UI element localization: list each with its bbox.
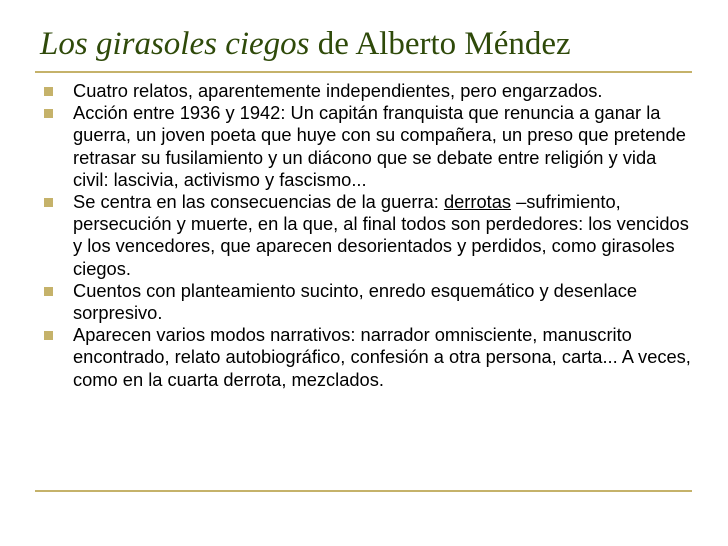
title-author: de Alberto Méndez xyxy=(309,26,571,62)
square-bullet-icon xyxy=(44,109,53,118)
title-book-name: Los girasoles ciegos xyxy=(40,26,310,62)
square-bullet-icon xyxy=(44,87,53,96)
title-divider xyxy=(35,71,692,73)
bullet-item-consecuencias xyxy=(40,191,695,280)
square-bullet-icon xyxy=(44,331,53,340)
bullet-text-before: Se centra en las consecuencias de la guerra: xyxy=(73,191,444,213)
bullet-text: Acción entre 1936 y 1942: Un capitán franquista que renuncia a ganar la guerra, un joven poeta que huye con su compañera, un preso que pretende retrasar su fusilamiento y un diácono que se debate entre religión y vida civil: lascivia, activismo y fascismo... xyxy=(73,102,686,190)
bullet-item-modos-narrativos xyxy=(40,324,695,391)
derrotas-link[interactable]: derrotas xyxy=(443,191,512,213)
bullet-text: Cuatro relatos, aparentemente independientes, pero engarzados. xyxy=(73,80,603,101)
footer-divider xyxy=(35,490,692,492)
bullet-item-cuentos xyxy=(40,280,695,324)
bullet-item-accion xyxy=(40,102,695,191)
bullet-list xyxy=(40,80,695,391)
square-bullet-icon xyxy=(44,198,53,207)
bullet-text: Aparecen varios modos narrativos: narrador omnisciente, manuscrito encontrado, relato autobiográfico, confesión a otra persona, carta... A veces, como en la cuarta derrota, mezclados. xyxy=(73,324,691,390)
bullet-text: Cuentos con planteamiento sucinto, enredo esquemático y desenlace sorpresivo. xyxy=(73,279,638,324)
slide-title xyxy=(40,22,571,66)
square-bullet-icon xyxy=(44,287,53,296)
bullet-text-after: –sufrimiento, persecución y muerte, en la que, al final todos son perdedores: los vencidos y los vencedores, que aparecen desorientados y perdidos, como girasoles ciegos. xyxy=(73,191,689,279)
bullet-item-relatos xyxy=(40,80,695,102)
